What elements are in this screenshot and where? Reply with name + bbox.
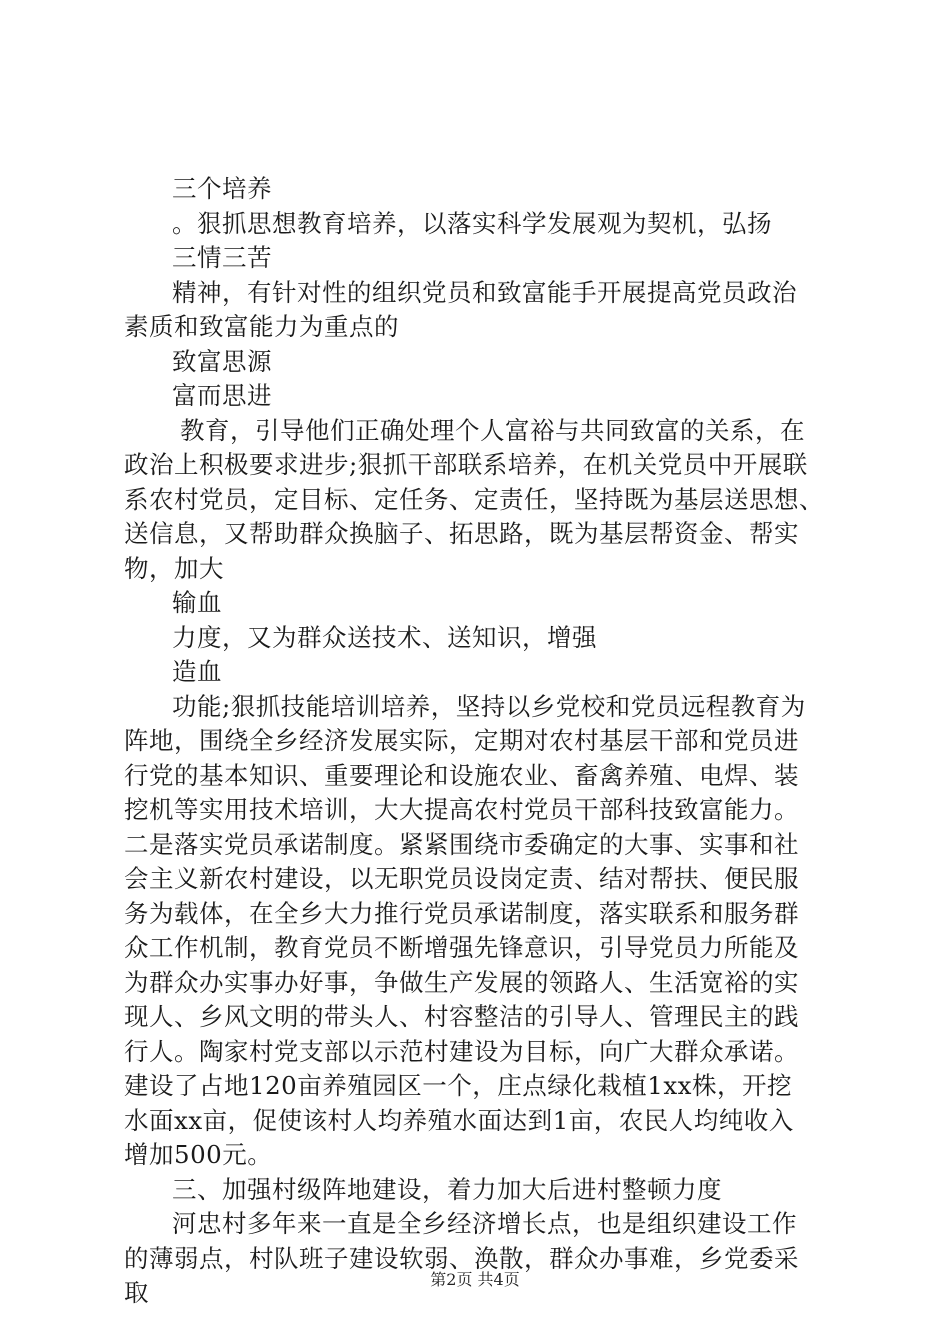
section-heading: 三、加强村级阵地建设，着力加大后进村整顿力度: [172, 1174, 722, 1204]
document-body: [124, 172, 844, 1311]
text-line: 河忠村多年来一直是全乡经济增长点，也是组织建设工作: [172, 1209, 797, 1238]
text-line: 教育，引导他们正确处理个人富裕与共同致富的关系，在: [180, 415, 805, 445]
text-line: 富而思进: [172, 381, 272, 410]
text-line: 物，加大: [124, 553, 224, 583]
text-line: 二是落实党员承诺制度。紧紧围绕市委确定的大事、实事和社: [124, 829, 799, 859]
text-line: 送信息，又帮助群众换脑子、拓思路，既为基层帮资金、帮实: [124, 519, 799, 548]
text-line: 输血: [172, 588, 222, 617]
text-line: 建设了占地120亩养殖园区一个，庄点绿化栽植1xx株，开挖: [124, 1071, 792, 1100]
text-line: 力度，又为群众送技术、送知识，增强: [172, 622, 597, 652]
text-line: 的薄弱点，村队班子建设软弱、涣散，群众办事难，乡党委采: [124, 1243, 799, 1273]
text-line: 行党的基本知识、重要理论和设施农业、畜禽养殖、电焊、装: [124, 760, 799, 790]
text-line: 现人、乡风文明的带头人、村容整洁的引导人、管理民主的践: [124, 1002, 799, 1031]
page-number-footer: 第2页 共4页: [430, 1270, 520, 1289]
text-line: 阵地，围绕全乡经济发展实际，定期对农村基层干部和党员进: [124, 726, 799, 755]
text-line: 三个培养: [172, 174, 272, 203]
text-line: 为群众办实事办好事，争做生产发展的领路人、生活宽裕的实: [124, 967, 799, 997]
text-line: 三情三苦: [172, 243, 272, 272]
text-line: 会主义新农村建设，以无职党员设岗定责、结对帮扶、便民服: [124, 864, 799, 893]
text-line: 精神，有针对性的组织党员和致富能手开展提高党员政治: [172, 277, 797, 307]
text-line: 致富思源: [172, 346, 272, 376]
text-line: 政治上积极要求进步;狠抓干部联系培养，在机关党员中开展联: [124, 450, 808, 479]
text-line: 。狠抓思想教育培养，以落实科学发展观为契机，弘扬: [172, 208, 772, 238]
text-line: 众工作机制，教育党员不断增强先锋意识，引导党员力所能及: [124, 933, 799, 962]
text-line: 素质和致富能力为重点的: [124, 312, 399, 341]
text-line: 取: [124, 1278, 149, 1307]
text-line: 行人。陶家村党支部以示范村建设为目标，向广大群众承诺。: [124, 1036, 799, 1066]
text-line: 造血: [172, 657, 222, 686]
text-line: 功能;狠抓技能培训培养，坚持以乡党校和党员远程教育为: [172, 691, 806, 721]
text-line: 务为载体，在全乡大力推行党员承诺制度，落实联系和服务群: [124, 898, 799, 928]
text-line: 挖机等实用技术培训，大大提高农村党员干部科技致富能力。: [124, 795, 799, 824]
text-line: 增加500元。: [124, 1140, 273, 1169]
text-line: 水面xx亩，促使该村人均养殖水面达到1亩，农民人均纯收入: [124, 1105, 794, 1135]
text-line: 系农村党员，定目标、定任务、定责任，坚持既为基层送思想、: [124, 484, 824, 514]
